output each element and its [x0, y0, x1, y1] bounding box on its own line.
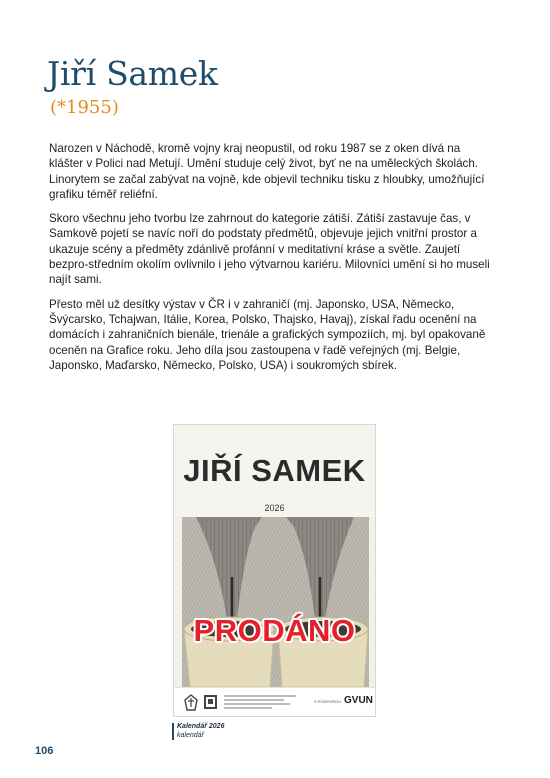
- calendar-artwork: [182, 517, 369, 687]
- calendar-year: 2026: [264, 503, 285, 513]
- support-label: S PODPOROU: [314, 699, 342, 704]
- artist-biography: [49, 141, 497, 382]
- calendar-image: [173, 424, 376, 717]
- caption-title: Kalendář 2026: [177, 723, 225, 730]
- sponsor-logo-icon: [184, 694, 198, 711]
- biography-paragraph-1: Narozen v Náchodě, kromě vojny kraj neopustil, od roku 1987 se z oken dívá na klášter v Polici nad Metují. Umění studuje celý život, byť ne na uměleckých školách. Linorytem se začal zabývat na vojně, kde objevil techniku tisku z hloubky, umožňující grafiku téměř reliéfní.: [49, 142, 485, 201]
- calendar-header: [174, 425, 375, 517]
- sold-overlay: PRODÁNO: [193, 613, 356, 648]
- footer-fine-print: [224, 695, 304, 711]
- page-number: 106: [35, 745, 54, 757]
- artist-birth-year: (*1955): [50, 97, 119, 118]
- artist-name: Jiří Samek: [47, 54, 218, 93]
- partner-logo-icon: [204, 695, 217, 709]
- biography-paragraph-3: Přesto měl už desítky výstav v ČR i v zahraničí (mj. Japonsko, USA, Německo, Švýcarsko, Tchajwan, Itálie, Korea, Polsko, Thajsko, Havaj), získal řadu ocenění na domácích i zahraničních bienále, trienále a grafických sympoziích, mj. byl opakovaně oceněn na Grafice roku. Jeho díla jsou zastoupena v řadě veřejných (mj. Belgie, Japonsko, Maďarsko, Německo, Polsko, USA) i soukromých sbírek.: [49, 297, 486, 372]
- calendar-title: JIŘÍ SAMEK: [183, 453, 366, 488]
- biography-paragraph-2: Skoro všechnu jeho tvorbu lze zahrnout do kategorie zátiší. Zátiší zastavuje čas, v Samkově pojetí se navíc noří do podstaty předmětů, objevuje jejich vnitřní prostor a ukazuje scény a předměty zdánlivě profánní v meditativní kráse a světle. Zaujetí bezpro-středním okolím ovlivnilo i jeho výtvarnou kariéru. Milovníci umění si ho museli najít sami.: [49, 212, 490, 287]
- caption-subtitle: kalendář: [177, 731, 204, 739]
- image-caption: [172, 723, 224, 740]
- calendar-footer: [174, 687, 375, 717]
- publisher-logo: GVUN: [344, 695, 373, 706]
